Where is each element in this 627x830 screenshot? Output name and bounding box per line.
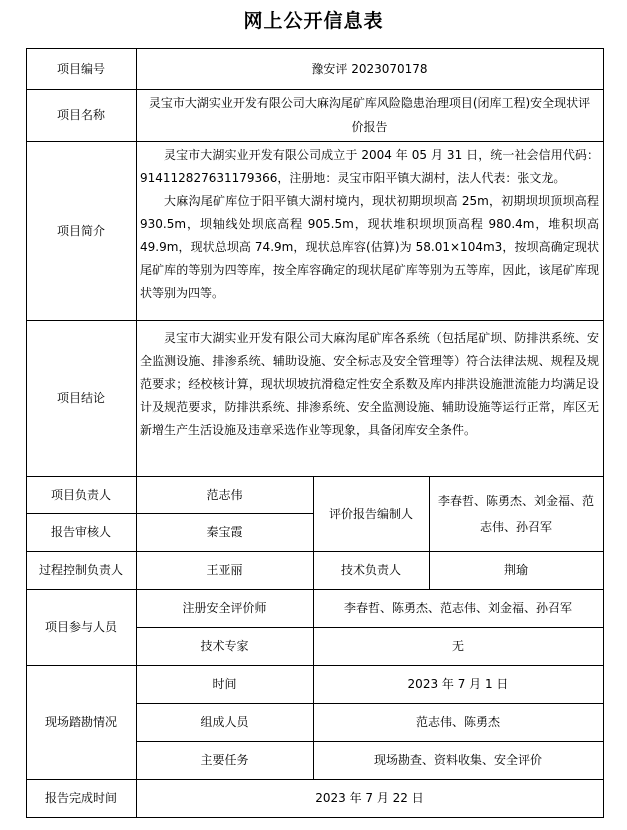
reviewer-label: 报告审核人 xyxy=(50,525,111,539)
grid-line xyxy=(603,48,604,818)
project-intro-text xyxy=(140,144,599,305)
project-intro-para2: 大麻沟尾矿库位于阳平镇大湖村境内，现状初期坝坝高 25m，初期坝坝顶坝高程 930.5m，坝轴线处坝底高程 905.5m，现状堆积坝坝顶高程 980.4m，堆积坝高 49.9m，现状总坝高 74.9m，现状总库容(估算)为 58.01×104m3，按坝高确定现状尾矿库的等别为四等库，按全库容确定的现状尾矿库等别为五等库，因此，该尾矿库现状等别为四等。 xyxy=(140,194,599,300)
page-title: 网上公开信息表 xyxy=(243,10,384,32)
registered-evaluator-value: 李春哲、陈勇杰、范志伟、刘金福、孙召军 xyxy=(343,601,572,615)
compiler-value: 李春哲、陈勇杰、刘金福、范志伟、孙召军 xyxy=(437,493,594,534)
tech-value: 荆瑜 xyxy=(503,563,528,577)
survey-task-value: 现场勘查、资料收集、安全评价 xyxy=(373,753,542,767)
grid-line xyxy=(26,817,604,818)
tech-expert-label: 技术专家 xyxy=(200,639,249,653)
project-name-label: 项目名称 xyxy=(56,108,105,122)
process-label: 过程控制负责人 xyxy=(38,563,123,577)
completion-label: 报告完成时间 xyxy=(44,791,117,805)
survey-task-label: 主要任务 xyxy=(200,753,249,767)
leader-label: 项目负责人 xyxy=(50,487,111,502)
leader-value: 范志伟 xyxy=(206,487,243,502)
survey-label: 现场踏勘情况 xyxy=(44,715,117,729)
completion-value: 2023 年 7 月 22 日 xyxy=(315,791,424,805)
project-intro-label: 项目简介 xyxy=(56,223,105,238)
registered-evaluator-label: 注册安全评价师 xyxy=(182,601,267,615)
process-value: 王亚丽 xyxy=(206,563,243,577)
participants-label: 项目参与人员 xyxy=(44,620,117,634)
project-no-label: 项目编号 xyxy=(56,61,105,76)
tech-expert-value: 无 xyxy=(451,639,464,653)
conclusion-text xyxy=(140,327,599,442)
tech-label: 技术负责人 xyxy=(340,563,401,577)
conclusion-para: 灵宝市大湖实业开发有限公司大麻沟尾矿库各系统（包括尾矿坝、防排洪系统、安全监测设施、排渗系统、辅助设施、安全标志及安全管理等）符合法律法规、规程及规范要求；经校核计算，现状坝坡抗滑稳定性安全系数及库内排洪设施泄流能力均满足设计及规范要求，防排洪系统、排渗系统、安全监测设施、辅助设施等运行正常，库区无新增生产生活设施及违章采选作业等现象，具备闭库安全条件。 xyxy=(140,331,599,437)
survey-time-value: 2023 年 7 月 1 日 xyxy=(407,677,509,691)
reviewer-value: 秦宝霞 xyxy=(206,525,243,539)
survey-staff-value: 范志伟、陈勇杰 xyxy=(415,715,500,729)
conclusion-label: 项目结论 xyxy=(56,391,105,405)
project-intro-para1: 灵宝市大湖实业开发有限公司成立于 2004 年 05 月 31 日，统一社会信用代码：914112827631179366，注册地：灵宝市阳平镇大湖村，法人代表：张文龙。 xyxy=(140,148,599,185)
survey-staff-label: 组成人员 xyxy=(200,715,249,729)
survey-time-label: 时间 xyxy=(212,677,237,691)
project-no-value: 豫安评 2023070178 xyxy=(311,61,428,76)
project-name-value: 灵宝市大湖实业开发有限公司大麻沟尾矿库风险隐患治理项目(闭库工程)安全现状评价报告 xyxy=(148,96,591,134)
compiler-label: 评价报告编制人 xyxy=(328,506,413,521)
